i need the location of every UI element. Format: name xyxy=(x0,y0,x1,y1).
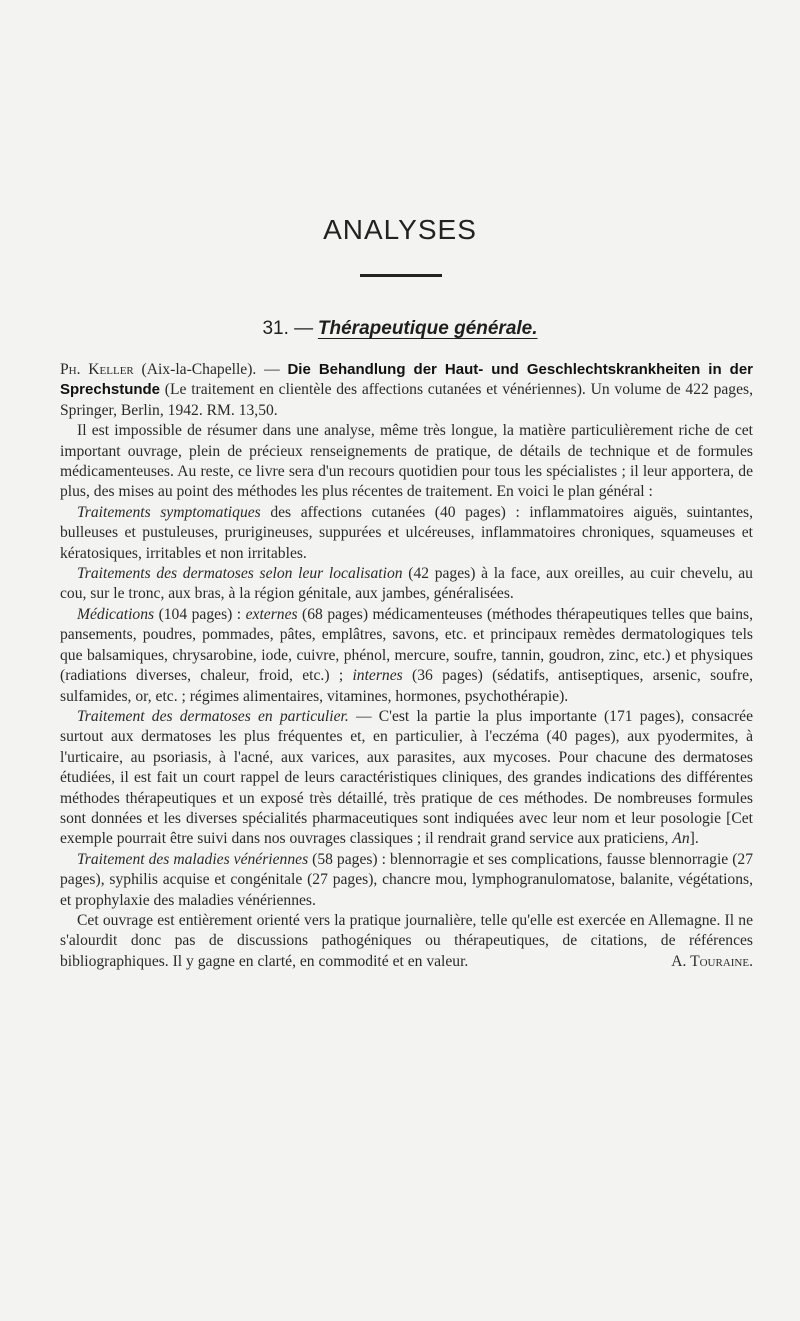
paragraph-medications-internes: internes xyxy=(352,667,403,685)
paragraph-particular-text: — C'est la partie la plus importante (171 pages), consacrée surtout aux dermatoses les plus fréquentes et, en particulier, à l'eczéma (40 pages), aux pyodermites, à l'urticaire, au psoriasis, à l'acné, aux varices, aux parasites, aux mycoses. Pour chacune des dermatoses étudiées, il est fait un court rappel de leurs caractéristiques cliniques, des grandes indications des différentes méthodes thérapeutiques et un exposé très détaillé, très pratique de ces méthodes. De nombreuses formules sont données et les diverses spécialités pharmaceutiques sont indiquées avec leur nom et leur posologie [Cet exemple pourrait être suivi dans nos ouvrages classiques ; il rendrait grand service aux praticiens, xyxy=(60,707,753,848)
section-number: 31. — xyxy=(262,318,314,339)
paragraph-venereal xyxy=(60,850,753,911)
book-title: Die Behandlung der Haut- und Geschlechtskrankheiten in der Sprechstunde xyxy=(60,361,754,399)
paragraph-particular xyxy=(60,707,753,850)
paragraph-particular-initials: An xyxy=(672,830,690,848)
author-name: Ph. Keller xyxy=(60,361,134,378)
paragraph-symptomatic-heading: Traitements symptomatiques xyxy=(77,503,261,521)
paragraph-particular-heading: Traitement des dermatoses en particulier. xyxy=(77,707,349,725)
author-place: (Aix-la-Chapelle). — xyxy=(133,361,288,378)
signature: A. Touraine. xyxy=(671,952,753,970)
paragraph-medications-externes: externes xyxy=(245,605,298,623)
section-heading xyxy=(0,318,800,340)
paragraph-localisation-heading: Traitements des dermatoses selon leur localisation xyxy=(77,565,403,583)
paragraph-localisation xyxy=(60,564,753,605)
conclusion-text: Cet ouvrage est entièrement orienté vers la pratique journalière, telle qu'elle est exercée en Allemagne. Il ne s'alourdit donc pas de discussions pathogéniques ou thérapeutiques, de citations, de références bibliographiques. Il y gagne en clarté, en commodité et en valeur. xyxy=(60,911,753,970)
intro-paragraph: Il est impossible de résumer dans une analyse, même très longue, la matière particulièrement riche de cet important ouvrage, plein de précieux renseignements de pratique, de détails de technique et de formules médicamenteuses. Au reste, ce livre sera d'un recours quotidien pour tous les spécialistes ; il leur apportera, de plus, des mises au point des méthodes les plus récentes de traitement. En voici le plan général : xyxy=(60,422,753,501)
paragraph-localisation-text: (42 pages) à la face, aux oreilles, au cuir chevelu, au cou, sur le tronc, aux bras, à la région génitale, aux jambes, généralisées. xyxy=(60,565,753,603)
paragraph-venereal-text: (58 pages) : blennorragie et ses complications, fausse blennorragie (27 pages), syphilis acquise et congénitale (27 pages), chancre mou, lymphogranulomatose, balanite, végétations, et prophylaxie des maladies vénériennes. xyxy=(60,850,753,909)
book-details: (Le traitement en clientèle des affections cutanées et vénériennes). Un volume de 422 pages, Springer, Berlin, 1942. RM. 13,50. xyxy=(60,381,753,419)
page-heading: ANALYSES xyxy=(323,214,477,245)
paragraph-venereal-heading: Traitement des maladies vénériennes xyxy=(77,850,309,868)
paragraph-medications-text-a: (104 pages) : xyxy=(154,605,246,623)
paragraph-medications xyxy=(60,605,753,707)
paragraph-particular-end: ]. xyxy=(689,830,699,848)
section-title: Thérapeutique générale. xyxy=(317,318,538,339)
paragraph-symptomatic xyxy=(60,503,753,564)
paragraph-medications-text-b: (68 pages) médicamenteuses (méthodes thérapeutiques telles que bains, pansements, poudres, pommades, pâtes, emplâtres, savons, etc. et principaux remèdes dermatologiques tels que balsamiques, chrysarobine, iode, cuivre, phénol, mercure, soufre, tannin, goudron, zinc, etc.) et physiques (radiations diverses, chaleur, froid, etc.) ; xyxy=(60,605,753,685)
heading-rule xyxy=(360,274,442,277)
article-body xyxy=(60,360,753,972)
conclusion-paragraph xyxy=(60,911,753,972)
reference-paragraph xyxy=(60,360,753,421)
paragraph-medications-heading: Médications xyxy=(77,605,155,623)
paragraph-medications-text-c: (36 pages) (sédatifs, antiseptiques, arsenic, soufre, sulfamides, or, etc. ; régimes alimentaires, vitamines, hormones, psychothérapie). xyxy=(60,667,753,705)
paragraph-symptomatic-text: des affections cutanées (40 pages) : inflammatoires aiguës, suintantes, bulleuses et pustuleuses, prurigineuses, suppurées et ulcéreuses, inflammatoires chroniques, squameuses et kératosiques, irritables et non irritables. xyxy=(60,503,753,562)
